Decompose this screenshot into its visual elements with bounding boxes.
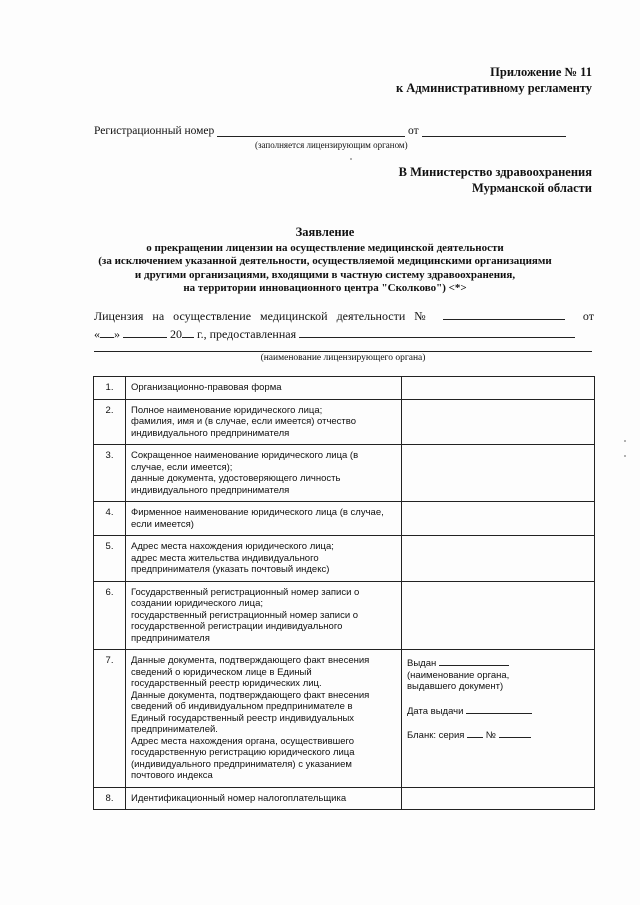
license-date-open: «: [94, 327, 100, 341]
row-value-field[interactable]: [402, 536, 595, 582]
row-number: 6.: [94, 581, 126, 650]
license-day-field[interactable]: [100, 325, 114, 338]
row-label: Адрес места нахождения юридического лица; адрес места жительства индивидуального предпринимателя (указать почтовый индекс): [126, 536, 402, 582]
license-from-label: от: [582, 309, 594, 323]
row-value-field[interactable]: [402, 502, 595, 536]
row-value-field[interactable]: [402, 787, 595, 810]
issued-by-field[interactable]: [439, 655, 509, 666]
issued-label: Выдан: [407, 658, 437, 669]
addressee-line1: В Министерство здравоохранения: [398, 165, 592, 179]
application-table: [93, 376, 595, 810]
row-value-field[interactable]: [402, 581, 595, 650]
addressee: [399, 164, 592, 196]
registration-date-field[interactable]: [422, 124, 566, 137]
registration-line: [94, 124, 594, 137]
title-line1: о прекращении лицензии на осуществление медицинской деятельности: [146, 241, 504, 254]
license-month-field[interactable]: [123, 325, 167, 338]
title-line3: и другими организациями, входящими в частную систему здравоохранения,: [134, 268, 516, 281]
table-row: [94, 502, 595, 536]
document-title: [90, 226, 560, 296]
license-year-field[interactable]: [182, 325, 194, 338]
table-row: [94, 787, 595, 810]
title-heading: Заявление: [295, 225, 355, 239]
table-row: [94, 399, 595, 445]
license-year-suffix: г., предоставленная: [197, 327, 297, 341]
title-line4: на территории инновационного центра "Сколково") <*>: [183, 282, 467, 294]
table-row: [94, 536, 595, 582]
appendix-header: [396, 64, 592, 96]
row-number: 8.: [94, 787, 126, 810]
form-number-field[interactable]: [499, 727, 531, 738]
license-block: [94, 307, 594, 343]
license-number-field[interactable]: [443, 307, 565, 320]
appendix-number: Приложение № 11: [490, 65, 592, 79]
addressee-line2: Мурманской области: [471, 181, 592, 195]
table-row: [94, 445, 595, 502]
registration-label: Регистрационный номер: [94, 125, 215, 137]
license-date-close: »: [114, 327, 120, 341]
table-row: [94, 650, 595, 788]
row-number: 4.: [94, 502, 126, 536]
row-number: 5.: [94, 536, 126, 582]
row-label: Организационно-правовая форма: [126, 377, 402, 400]
row-label: Фирменное наименование юридического лица (в случае, если имеется): [126, 502, 402, 536]
row-value-field[interactable]: [402, 445, 595, 502]
row-label: Полное наименование юридического лица; фамилия, имя и (в случае, если имеется) отчество индивидуального предпринимателя: [126, 399, 402, 445]
row-label: Государственный регистрационный номер записи о создании юридического лица; государственный регистрационный номер записи о государственной регистрации индивидуального предпринимателя: [126, 581, 402, 650]
row-value-field[interactable]: [402, 399, 595, 445]
license-text: Лицензия на осуществление медицинской деятельности №: [94, 309, 426, 323]
issue-date-field[interactable]: [466, 703, 532, 714]
issue-date-label: Дата выдачи: [407, 705, 464, 717]
form-series-field[interactable]: [467, 727, 483, 738]
row-number: 1.: [94, 377, 126, 400]
table-row: [94, 581, 595, 650]
license-year-prefix: 20: [170, 327, 182, 341]
row7-value: [402, 650, 595, 788]
issuer-name-note: (наименование лицензирующего органа): [260, 353, 426, 363]
row-number: 2.: [94, 399, 126, 445]
appendix-regulation: к Административному регламенту: [395, 81, 592, 95]
row-number: 3.: [94, 445, 126, 502]
row-number: 7.: [94, 650, 126, 788]
registration-note: (заполняется лицензирующим органом): [255, 140, 408, 150]
row-value-field[interactable]: [402, 377, 595, 400]
form-series-label: Бланк: серия: [407, 730, 465, 741]
issued-note-line1: (наименование органа,: [407, 669, 510, 681]
scan-speck: [624, 440, 626, 442]
table-row: [94, 377, 595, 400]
registration-number-field[interactable]: [217, 124, 405, 137]
row-label: Сокращенное наименование юридического лица (в случае, если имеется); данные документа, удостоверяющего личность индивидуального предпринимателя: [126, 445, 402, 502]
registration-from-label: от: [408, 125, 419, 137]
form-number-label: №: [485, 730, 496, 741]
issued-note-line2: выдавшего документ): [407, 681, 504, 692]
row-label: Идентификационный номер налогоплательщика: [126, 787, 402, 810]
issuer-name-line[interactable]: [94, 351, 592, 352]
license-issuer-field[interactable]: [299, 325, 575, 338]
row-label: Данные документа, подтверждающего факт внесения сведений о юридическом лице в Единый государственный реестр юридических лиц. Данные документа, подтверждающего факт внесения сведений об индивидуальном предпринимателе в Единый государственный реестр индивидуальных предпринимателей. Адрес места нахождения органа, осуществившего государственную регистрацию юридического лица (индивидуального предпринимателя) с указанием почтового индекса: [126, 650, 402, 788]
scan-speck: [624, 455, 626, 457]
title-line2: (за исключением указанной деятельности, осуществляемой медицинскими организациями: [98, 255, 552, 267]
scan-speck: [350, 158, 352, 160]
